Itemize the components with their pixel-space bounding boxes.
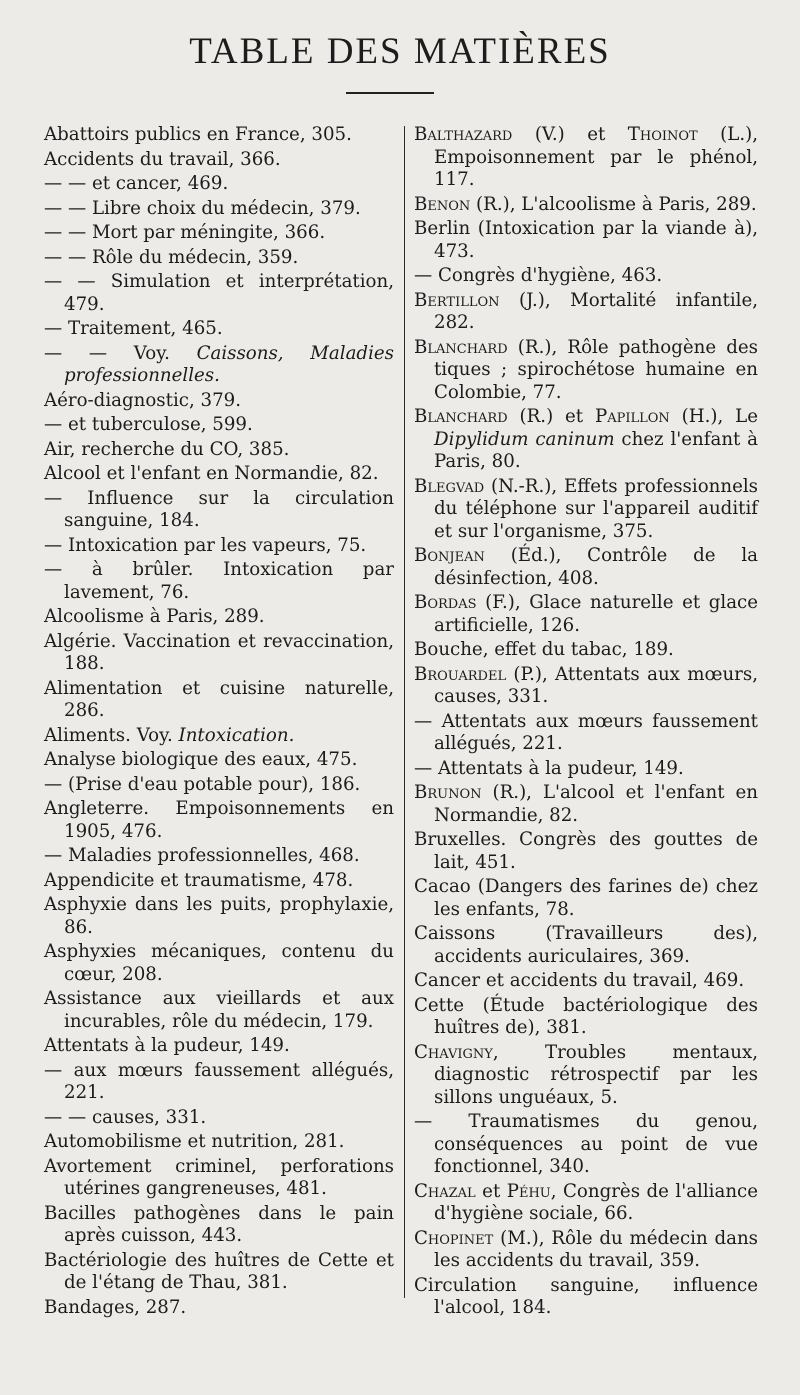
entry-text: Bruxelles. Congrès des gouttes de lait, 451. [414, 829, 758, 873]
index-entry [44, 678, 394, 723]
index-entry [44, 988, 394, 1033]
index-entry [414, 923, 758, 968]
entry-text: (R.), L'alcoolisme à Paris, 289. [470, 193, 757, 215]
entry-text: — et tuberculose, 599. [44, 414, 253, 435]
page-title: TABLE DES MATIÈRES [189, 31, 611, 72]
entry-text: (R.), L'alcool et l'enfant en Normandie, 82. [434, 782, 758, 826]
index-entry [414, 337, 758, 405]
index-entry [44, 318, 394, 341]
entry-text: — Maladies professionnelles, 468. [44, 845, 360, 866]
italic-text: Intoxication. [178, 724, 295, 746]
author-name: Blanchard [414, 336, 508, 358]
index-entry [414, 290, 758, 335]
index-entry [414, 406, 758, 474]
entry-text: (F.), Glace naturelle et glace artificielle, 126. [434, 592, 758, 636]
entry-text: et [475, 1180, 507, 1202]
entry-text: Analyse biologique des eaux, 475. [44, 749, 358, 770]
index-entry [44, 1035, 394, 1058]
index-entry [414, 758, 758, 781]
index-entry [44, 1203, 394, 1248]
entry-text: Asphyxies mécaniques, contenu du cœur, 208. [44, 941, 394, 985]
entry-text: — — Voy. [44, 342, 197, 364]
index-entry [44, 463, 394, 486]
entry-text: (H.), Le [669, 406, 758, 427]
entry-text: Aliments. Voy. [44, 724, 179, 746]
entry-text: — — Mort par méningite, 366. [44, 222, 326, 243]
entry-text: Circulation sanguine, influence l'alcool, 184. [414, 1274, 758, 1318]
index-entry [414, 664, 758, 709]
entry-text: (M.), Rôle du médecin dans les accidents du travail, 359. [434, 1227, 758, 1271]
entry-text: — Intoxication par les vapeurs, 75. [44, 534, 367, 556]
index-entry [44, 535, 394, 558]
entry-text: Attentats à la pudeur, 149. [44, 1035, 290, 1056]
entry-text: Automobilisme et nutrition, 281. [44, 1131, 345, 1152]
index-entry [414, 1228, 758, 1273]
entry-text: Cette (Étude bactériologique des huîtres de), 381. [414, 994, 758, 1038]
index-entry [44, 1107, 394, 1130]
entry-text: — (Prise d'eau potable pour), 186. [44, 773, 361, 795]
entry-text: Aéro-diagnostic, 379. [44, 389, 241, 411]
index-entry [414, 639, 758, 662]
index-entry [44, 749, 394, 772]
index-entry [44, 1297, 394, 1320]
index-entry [414, 124, 758, 192]
author-name: Chavigny [414, 1041, 493, 1063]
index-entry [44, 149, 394, 172]
entry-text: — à brûler. Intoxication par lavement, 76. [44, 559, 394, 603]
entry-text: — — Libre choix du médecin, 379. [44, 197, 361, 219]
index-entry [44, 124, 394, 147]
index-entry [44, 198, 394, 221]
index-entry [44, 1131, 394, 1154]
entry-text: Algérie. Vaccination et revaccination, 188. [44, 630, 394, 674]
index-entry [414, 218, 758, 263]
index-entry [414, 194, 758, 217]
entry-text: Avortement criminel, perforations utérines gangreneuses, 481. [44, 1155, 394, 1199]
entry-text: Alcool et l'enfant en Normandie, 82. [44, 463, 379, 484]
index-entry [414, 545, 758, 590]
entry-text: (Éd.), Contrôle de la désinfection, 408. [434, 545, 758, 589]
author-name: Brouardel [414, 663, 507, 685]
index-entry [44, 870, 394, 893]
index-entry [414, 476, 758, 544]
entry-text: chez l'enfant à Paris, 80. [434, 428, 758, 472]
column-divider [404, 126, 405, 1298]
author-name: Balthazard [414, 124, 513, 145]
entry-text: , Troubles mentaux, diagnostic rétrospectif par les sillons unguéaux, 5. [434, 1041, 758, 1108]
author-name: Blanchard [414, 406, 508, 427]
index-entry [44, 271, 394, 316]
index-entry [44, 343, 394, 388]
entry-text: (J.), Mortalité infantile, 282. [434, 289, 758, 333]
author-name: Bordas [414, 592, 477, 613]
index-entry [414, 1181, 758, 1226]
index-entry [44, 1250, 394, 1295]
index-entry [44, 894, 394, 939]
entry-text: (L.), Empoisonnement par le phénol, 117. [434, 124, 758, 190]
index-entry [44, 798, 394, 843]
index-entry [44, 774, 394, 797]
index-entry [44, 1060, 394, 1105]
entry-text: (V.) et [512, 124, 628, 145]
index-entry [414, 711, 758, 756]
entry-text: — Influence sur la circulation sanguine, 184. [44, 487, 394, 531]
entry-text: (P.), Attentats aux mœurs, causes, 331. [434, 663, 758, 707]
entry-text: Bactériologie des huîtres de Cette et de l'étang de Thau, 381. [44, 1249, 394, 1293]
entry-text: — — et cancer, 469. [44, 173, 229, 194]
index-entry [44, 247, 394, 270]
entry-text: Bouche, effet du tabac, 189. [414, 639, 674, 660]
author-name: Papillon [594, 406, 670, 427]
index-entry [44, 845, 394, 868]
author-name: Brunon [414, 782, 482, 803]
index-entry [44, 173, 394, 196]
title-rule [346, 92, 434, 94]
entry-text: Abattoirs publics en France, 305. [44, 124, 352, 145]
index-entry [414, 829, 758, 874]
entry-text: (R.), Rôle pathogène des tiques ; spirochétose humaine en Colombie, 77. [434, 336, 758, 403]
index-entry [44, 631, 394, 676]
author-name: Chopinet [414, 1227, 494, 1249]
index-entry [414, 1275, 758, 1320]
entry-text: Berlin (Intoxication par la viande à), 473. [414, 218, 758, 262]
index-column-right [414, 124, 758, 1322]
index-entry [414, 265, 758, 288]
index-entry [44, 488, 394, 533]
entry-text: — — causes, 331. [44, 1106, 207, 1128]
index-entry [414, 1042, 758, 1110]
entry-text: Alcoolisme à Paris, 289. [44, 606, 265, 627]
index-entry [44, 222, 394, 245]
entry-text: (N.-R.), Effets professionnels du téléphone sur l'appareil auditif et sur l'organisme, 375. [434, 475, 758, 542]
index-entry [414, 1111, 758, 1179]
index-entry [44, 439, 394, 462]
entry-text: Assistance aux vieillards et aux incurables, rôle du médecin, 179. [44, 988, 394, 1032]
entry-text: — Attentats à la pudeur, 149. [414, 757, 684, 779]
entry-text: — aux mœurs faussement allégués, 221. [44, 1059, 394, 1103]
entry-text: Bacilles pathogènes dans le pain après cuisson, 443. [44, 1202, 394, 1246]
index-entry [44, 725, 394, 748]
author-name: Thoinot [627, 124, 698, 145]
entry-text: — — Rôle du médecin, 359. [44, 246, 299, 268]
index-entry [414, 876, 758, 921]
entry-text: (R.) et [507, 406, 595, 427]
index-entry [44, 390, 394, 413]
entry-text: — — Simulation et interprétation, 479. [44, 271, 394, 315]
author-name: Chazal [414, 1180, 476, 1202]
index-entry [44, 414, 394, 437]
index-entry [414, 782, 758, 827]
entry-text: Accidents du travail, 366. [44, 148, 281, 170]
entry-text: — Traumatismes du genou, conséquences au point de vue fonctionnel, 340. [414, 1111, 758, 1177]
author-name: Péhu [506, 1180, 551, 1202]
author-name: Bertillon [414, 289, 500, 311]
author-name: Benon [414, 193, 471, 215]
index-entry [414, 970, 758, 993]
entry-text: Cancer et accidents du travail, 469. [414, 970, 745, 991]
entry-text: Cacao (Dangers des farines de) chez les enfants, 78. [414, 876, 758, 920]
author-name: Blegvad [414, 475, 485, 497]
index-entry [44, 606, 394, 629]
index-entry [44, 559, 394, 604]
index-entry [44, 941, 394, 986]
entry-text: — Congrès d'hygiène, 463. [414, 265, 663, 286]
entry-text: Air, recherche du CO, 385. [44, 438, 290, 460]
entry-text: — Traitement, 465. [44, 318, 223, 339]
entry-text: Alimentation et cuisine naturelle, 286. [44, 677, 394, 721]
entry-text: Caissons (Travailleurs des), accidents auriculaires, 369. [414, 923, 758, 967]
index-entry [44, 1156, 394, 1201]
index-column-left [44, 124, 394, 1321]
entry-text: Angleterre. Empoisonnements en 1905, 476. [44, 798, 394, 842]
index-entry [414, 592, 758, 637]
entry-text: Appendicite et traumatisme, 478. [44, 869, 354, 891]
entry-text: Asphyxie dans les puits, prophylaxie, 86. [44, 894, 394, 938]
italic-text: Caissons, Maladies professionnelles. [64, 342, 394, 386]
author-name: Bonjean [414, 545, 485, 566]
entry-text: , Congrès de l'alliance d'hygiène sociale, 66. [434, 1180, 758, 1224]
entry-text: — Attentats aux mœurs faussement allégués, 221. [414, 710, 758, 754]
italic-text: Dipylidum caninum [434, 428, 615, 450]
index-entry [414, 995, 758, 1040]
entry-text: Bandages, 287. [44, 1296, 187, 1318]
